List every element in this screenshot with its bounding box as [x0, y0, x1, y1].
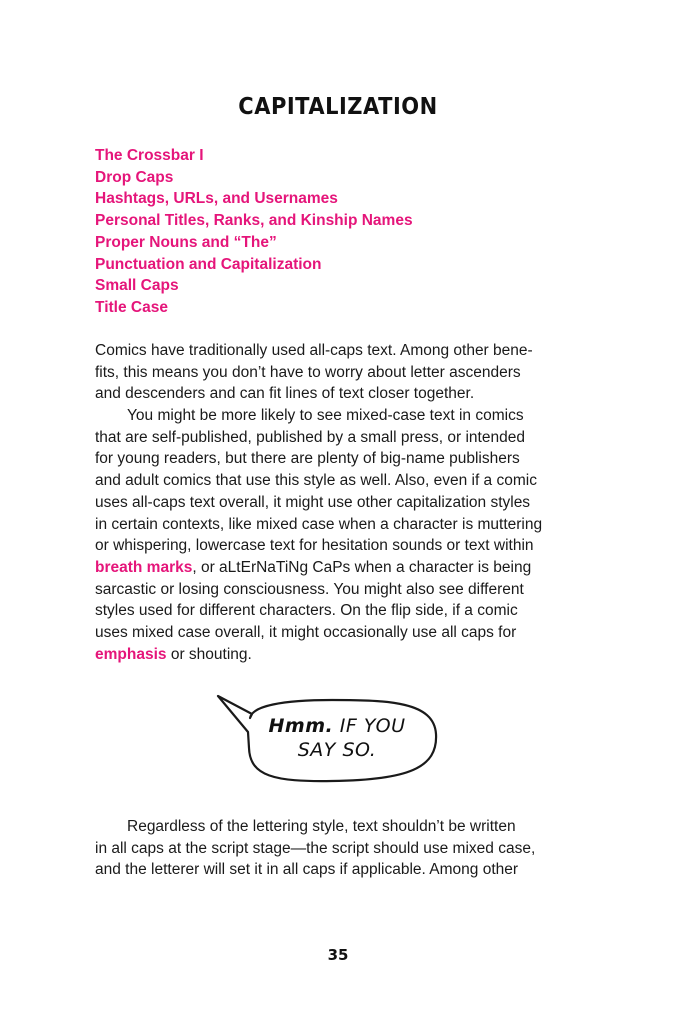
link-title-case[interactable]: Title Case	[95, 298, 168, 316]
speech-bubble-line-1-rest: IF YOU	[339, 715, 406, 737]
paragraph-line: or whispering, lowercase text for hesitation sounds or text within	[95, 537, 534, 555]
paragraph-line: for young readers, but there are plenty of big-name publishers	[95, 450, 520, 468]
page-number: 35	[327, 946, 349, 964]
body-paragraphs	[95, 340, 587, 665]
link-emphasis[interactable]: emphasis	[95, 645, 167, 663]
page-title: CAPITALIZATION	[238, 92, 438, 120]
link-small-caps[interactable]: Small Caps	[95, 277, 179, 295]
paragraph-line	[95, 644, 587, 666]
link-crossbar-i[interactable]: The Crossbar I	[95, 147, 204, 164]
link-personal-titles[interactable]: Personal Titles, Ranks, and Kinship Names	[95, 212, 413, 230]
speech-bubble-line-1	[252, 714, 422, 738]
link-breath-marks[interactable]: breath marks	[95, 558, 193, 576]
paragraph-line: and descenders and can fit lines of text closer together.	[95, 385, 475, 403]
paragraph-line: sarcastic or losing consciousness. You might also see different	[95, 580, 524, 598]
paragraph-text: or shouting.	[166, 645, 252, 663]
speech-bubble-line-2: SAY SO.	[297, 739, 377, 761]
paragraph-line: that are self-published, published by a small press, or intended	[95, 428, 525, 446]
link-drop-caps[interactable]: Drop Caps	[95, 168, 174, 186]
paragraph-line: styles used for different characters. On the flip side, if a comic	[95, 602, 518, 620]
paragraph-line: in certain contexts, like mixed case when a character is muttering	[95, 515, 543, 533]
paragraph-line: and the letterer will set it in all caps if applicable. Among other	[95, 861, 519, 879]
speech-bubble	[212, 688, 452, 792]
paragraph-line: uses all-caps text overall, it might use other capitalization styles	[95, 493, 531, 511]
paragraph-line: fits, this means you don’t have to worry about letter ascenders	[95, 363, 521, 381]
body-paragraph-final	[95, 816, 587, 881]
paragraph-text: , or aLtErNaTiNg CaPs when a character is being	[192, 558, 532, 576]
link-punctuation-capitalization[interactable]: Punctuation and Capitalization	[95, 255, 322, 273]
link-hashtags-urls-usernames[interactable]: Hashtags, URLs, and Usernames	[95, 190, 338, 208]
speech-bubble-text	[252, 714, 422, 762]
paragraph-line: Regardless of the lettering style, text shouldn’t be written	[127, 818, 516, 835]
paragraph-line	[95, 557, 587, 579]
related-links-list	[95, 145, 413, 319]
speech-bubble-emphasis: Hmm.	[268, 715, 334, 737]
paragraph-line: in all caps at the script stage—the script should use mixed case,	[95, 839, 536, 857]
paragraph-line: You might be more likely to see mixed-case text in comics	[127, 407, 524, 425]
link-proper-nouns[interactable]: Proper Nouns and “The”	[95, 233, 277, 251]
paragraph-line: and adult comics that use this style as well. Also, even if a comic	[95, 472, 537, 490]
paragraph-line: Comics have traditionally used all-caps text. Among other bene-	[95, 342, 533, 359]
paragraph-line: uses mixed case overall, it might occasionally use all caps for	[95, 623, 517, 641]
